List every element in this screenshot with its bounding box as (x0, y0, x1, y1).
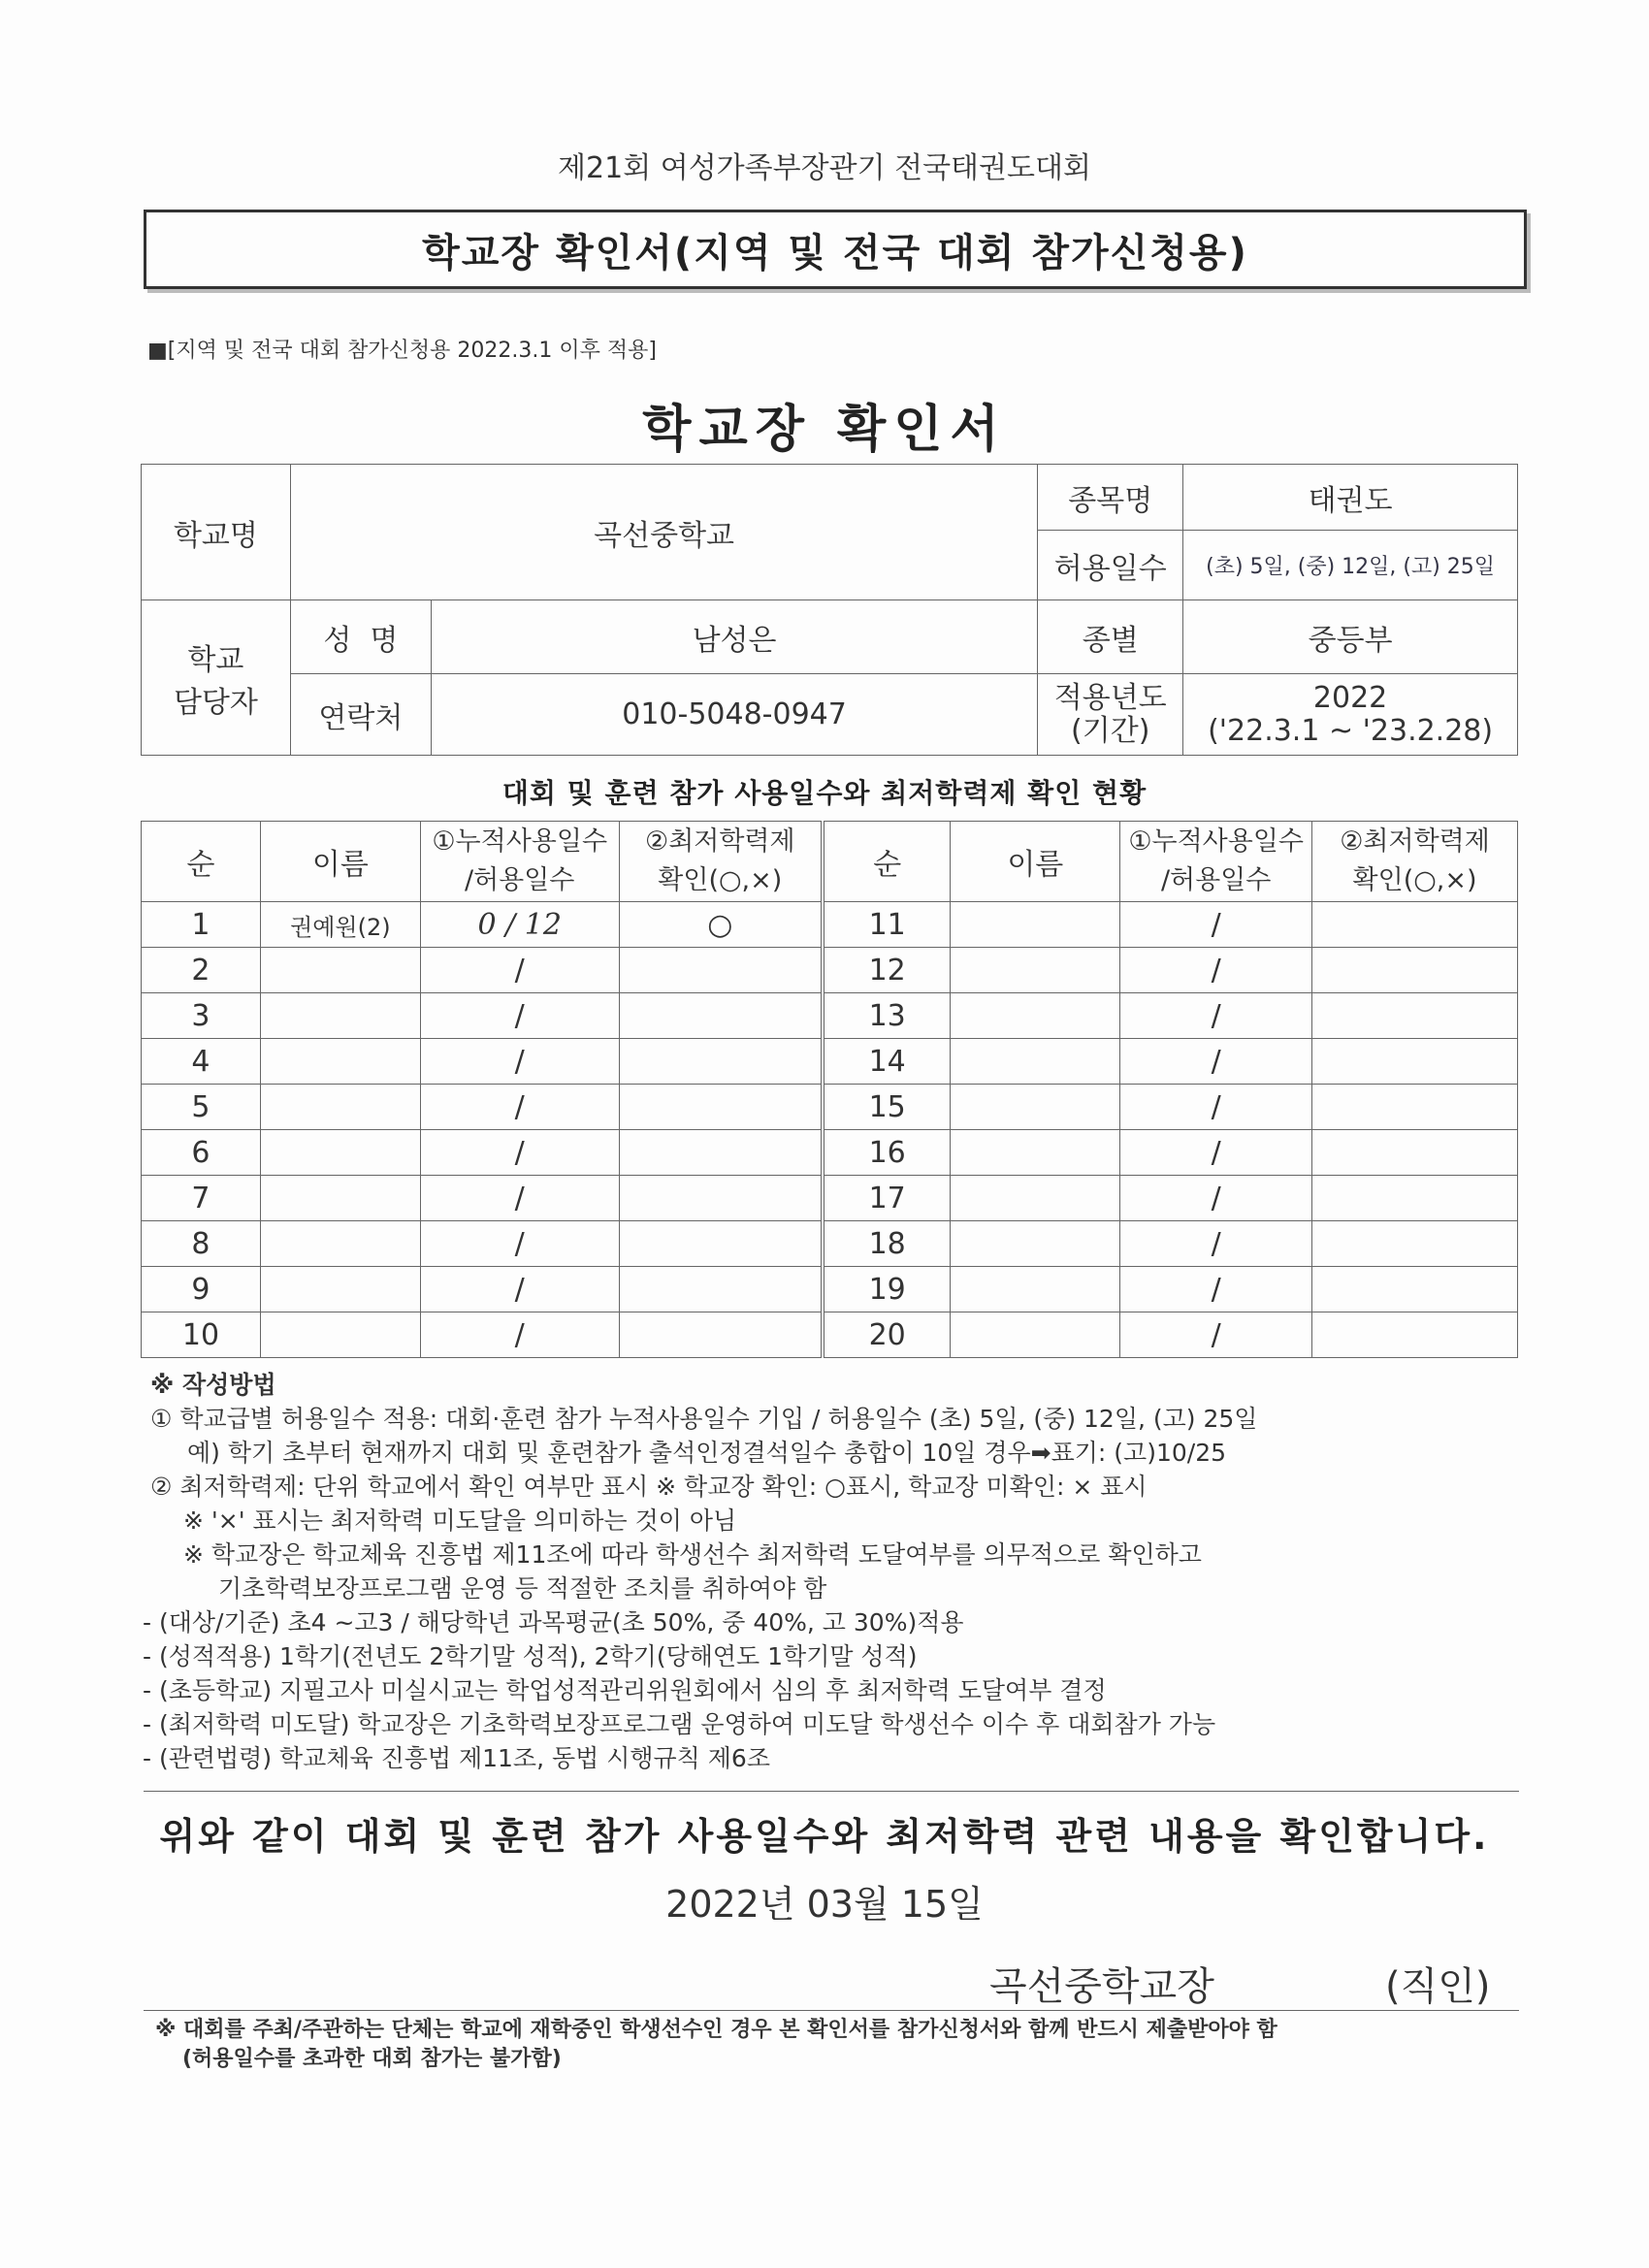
header-min-academic (619, 822, 823, 902)
row-check-right (1312, 1085, 1518, 1130)
row-no-right: 19 (823, 1267, 951, 1312)
row-check (619, 993, 823, 1039)
row-check (619, 1130, 823, 1176)
instruction-line: ② 최저학력제: 단위 학교에서 확인 여부만 표시 ※ 학교장 확인: ○표시, 학교장 미확인: × 표시 (150, 1473, 1148, 1501)
contact-label: 연락처 (290, 674, 431, 756)
manager-label-line2: 담당자 (173, 685, 258, 720)
status-section-title: 대회 및 훈련 참가 사용일수와 최저학력제 확인 현황 (501, 777, 1148, 809)
row-no: 1 (142, 902, 261, 948)
header-days (420, 822, 619, 902)
row-name-right (951, 1312, 1120, 1358)
instruction-line: - (최저학력 미도달) 학교장은 기초학력보장프로그램 운영하여 미도달 학생선수 이수 후 대회참가 가능 (143, 1710, 1216, 1738)
row-no-right: 12 (823, 948, 951, 993)
row-check (619, 1312, 823, 1358)
header-days-line1: ①누적사용일수 (432, 826, 608, 857)
sport-label: 종목명 (1038, 465, 1183, 531)
row-check (619, 1267, 823, 1312)
row-name (260, 1130, 420, 1176)
category-label: 종별 (1038, 600, 1183, 674)
footnote (155, 2016, 1523, 2074)
table-row (142, 1085, 1518, 1130)
row-days-right: / (1120, 1085, 1312, 1130)
manager-name-value: 남성은 (431, 600, 1037, 674)
row-name (260, 1312, 420, 1358)
apply-year-value-line2: ('22.3.1 ~ '23.2.28) (1208, 713, 1494, 748)
row-days-right: / (1120, 902, 1312, 948)
row-no: 4 (142, 1039, 261, 1085)
divider (144, 1791, 1519, 1792)
row-name (260, 993, 420, 1039)
row-name-right (951, 993, 1120, 1039)
header-min-line2: 확인(○,×) (658, 865, 783, 895)
row-no-right: 16 (823, 1130, 951, 1176)
row-no: 8 (142, 1221, 261, 1267)
footnote-line: (허용일수를 초과한 대회 참가는 불가함) (182, 2047, 562, 2071)
row-check (619, 1085, 823, 1130)
instruction-line: ※ '×' 표시는 최저학력 미도달을 의미하는 것이 아님 (183, 1507, 737, 1535)
row-name-right (951, 1039, 1120, 1085)
row-days-right: / (1120, 1130, 1312, 1176)
row-days-right: / (1120, 1039, 1312, 1085)
row-check (619, 948, 823, 993)
row-days: / (420, 1221, 619, 1267)
row-days: / (420, 1176, 619, 1221)
manager-label (142, 600, 291, 756)
table-row (142, 1312, 1518, 1358)
row-days: / (420, 1039, 619, 1085)
row-no-right: 20 (823, 1312, 951, 1358)
row-days: / (420, 948, 619, 993)
instruction-line: 기초학력보장프로그램 운영 등 적절한 조치를 취하여야 함 (218, 1574, 827, 1603)
row-no-right: 14 (823, 1039, 951, 1085)
row-days: / (420, 1130, 619, 1176)
header-days-line2: /허용일수 (464, 865, 575, 895)
header-days-right-line2: /허용일수 (1160, 865, 1272, 895)
apply-year-value (1183, 674, 1518, 756)
row-no: 6 (142, 1130, 261, 1176)
instruction-line: 예) 학기 초부터 현재까지 대회 및 훈련참가 출석인정결석일수 총합이 10일 경우➡표기: (고)10/25 (187, 1439, 1227, 1467)
row-no: 5 (142, 1085, 261, 1130)
row-name (260, 1221, 420, 1267)
header-no-right: 순 (823, 822, 951, 902)
row-name (260, 1085, 420, 1130)
row-check-right (1312, 1221, 1518, 1267)
apply-year-label (1038, 674, 1183, 756)
row-check-right (1312, 1130, 1518, 1176)
row-no: 3 (142, 993, 261, 1039)
table-row (142, 1176, 1518, 1221)
table-row (142, 1039, 1518, 1085)
row-days: / (420, 993, 619, 1039)
row-check: ○ (619, 902, 823, 948)
row-check-right (1312, 902, 1518, 948)
manager-label-line1: 학교 (187, 642, 244, 677)
row-no: 7 (142, 1176, 261, 1221)
participation-status-table (141, 821, 1518, 1358)
row-no-right: 11 (823, 902, 951, 948)
row-check-right (1312, 993, 1518, 1039)
row-check (619, 1176, 823, 1221)
header-days-right-line1: ①누적사용일수 (1128, 826, 1305, 857)
row-name (260, 1039, 420, 1085)
row-no-right: 15 (823, 1085, 951, 1130)
instruction-line: - (성적적용) 1학기(전년도 2학기말 성적), 2학기(당해연도 1학기말 성적) (143, 1642, 918, 1670)
header-days-right (1120, 822, 1312, 902)
table-row (142, 948, 1518, 993)
instruction-line: - (관련법령) 학교체육 진흥법 제11조, 동법 시행규칙 제6조 (143, 1744, 770, 1772)
instruction-line: ① 학교급별 허용일수 적용: 대회·훈련 참가 누적사용일수 기입 / 허용일수 (초) 5일, (중) 12일, (고) 25일 (150, 1405, 1258, 1433)
row-no: 2 (142, 948, 261, 993)
row-check-right (1312, 1176, 1518, 1221)
row-no-right: 13 (823, 993, 951, 1039)
row-check-right (1312, 1267, 1518, 1312)
table-row (142, 902, 1518, 948)
row-name-right (951, 948, 1120, 993)
row-name (260, 948, 420, 993)
sport-value: 태권도 (1183, 465, 1518, 531)
instruction-line: ※ 학교장은 학교체육 진흥법 제11조에 따라 학생선수 최저학력 도달여부를 의무적으로 확인하고 (183, 1540, 1202, 1569)
row-days-right: / (1120, 948, 1312, 993)
row-no: 9 (142, 1267, 261, 1312)
row-name-right (951, 1085, 1120, 1130)
table-row (142, 1221, 1518, 1267)
event-title: 제21회 여성가족부장관기 전국태권도대회 (558, 151, 1091, 185)
banner-title: 학교장 확인서(지역 및 전국 대회 참가신청용) (144, 210, 1527, 289)
row-name-right (951, 1267, 1120, 1312)
header-no: 순 (142, 822, 261, 902)
instruction-line: - (초등학교) 지필고사 미실시교는 학업성적관리위원회에서 심의 후 최저학력 도달여부 결정 (143, 1676, 1107, 1704)
header-min-right-line2: 확인(○,×) (1352, 865, 1477, 895)
row-days-right: / (1120, 993, 1312, 1039)
header-min-academic-right (1312, 822, 1518, 902)
row-days: / (420, 1312, 619, 1358)
row-check (619, 1039, 823, 1085)
header-min-line1: ②최저학력제 (644, 826, 795, 857)
manager-name-label: 성 명 (290, 600, 431, 674)
allowed-days-label: 허용일수 (1038, 531, 1183, 600)
row-days-right: / (1120, 1312, 1312, 1358)
writing-instructions (143, 1368, 1528, 1775)
instruction-line: - (대상/기준) 초4 ~고3 / 해당학년 과목평균(초 50%, 중 40%, 고 30%)적용 (143, 1608, 964, 1636)
row-days: / (420, 1085, 619, 1130)
school-name-label: 학교명 (142, 465, 291, 600)
school-name-value: 곡선중학교 (290, 465, 1037, 600)
apply-year-label-line1: 적용년도 (1053, 680, 1167, 715)
header-name-right: 이름 (951, 822, 1120, 902)
official-seal: (직인) (1385, 1964, 1491, 2009)
row-check-right (1312, 1312, 1518, 1358)
row-days: 0 / 12 (420, 902, 619, 948)
apply-year-label-line2: (기간) (1071, 713, 1150, 748)
table-row (142, 1130, 1518, 1176)
principal-signature: 곡선중학교장 (989, 1964, 1214, 2009)
row-name (260, 1176, 420, 1221)
row-check-right (1312, 948, 1518, 993)
row-days-right: / (1120, 1176, 1312, 1221)
school-info-table (141, 464, 1518, 756)
row-days: / (420, 1267, 619, 1312)
category-value: 중등부 (1183, 600, 1518, 674)
row-name-right (951, 1130, 1120, 1176)
confirmation-date: 2022년 03월 15일 (665, 1883, 984, 1926)
row-no: 10 (142, 1312, 261, 1358)
confirmation-statement: 위와 같이 대회 및 훈련 참가 사용일수와 최저학력 관련 내용을 확인합니다. (159, 1815, 1490, 1858)
row-no-right: 18 (823, 1221, 951, 1267)
row-name-right (951, 1221, 1120, 1267)
instructions-heading: ※ 작성방법 (150, 1371, 276, 1399)
table-row (142, 993, 1518, 1039)
allowed-days-value: (초) 5일, (중) 12일, (고) 25일 (1183, 531, 1518, 600)
table-row (142, 1267, 1518, 1312)
apply-note: ■[지역 및 전국 대회 참가신청용 2022.3.1 이후 적용] (147, 339, 657, 363)
contact-value: 010-5048-0947 (431, 674, 1037, 756)
row-check (619, 1221, 823, 1267)
row-name-right (951, 902, 1120, 948)
header-name: 이름 (260, 822, 420, 902)
row-days-right: / (1120, 1267, 1312, 1312)
row-name-right (951, 1176, 1120, 1221)
document-title: 학교장 확인서 (642, 401, 1007, 459)
row-days-right: / (1120, 1221, 1312, 1267)
row-check-right (1312, 1039, 1518, 1085)
divider (144, 2010, 1519, 2011)
footnote-line: ※ 대회를 주최/주관하는 단체는 학교에 재학중인 학생선수인 경우 본 확인서를 참가신청서와 함께 반드시 제출받아야 함 (155, 2018, 1277, 2042)
row-no-right: 17 (823, 1176, 951, 1221)
apply-year-value-line1: 2022 (1312, 680, 1388, 715)
row-name: 권예원(2) (260, 902, 420, 948)
table-header-row (142, 822, 1518, 902)
header-min-right-line1: ②최저학력제 (1340, 826, 1490, 857)
row-name (260, 1267, 420, 1312)
